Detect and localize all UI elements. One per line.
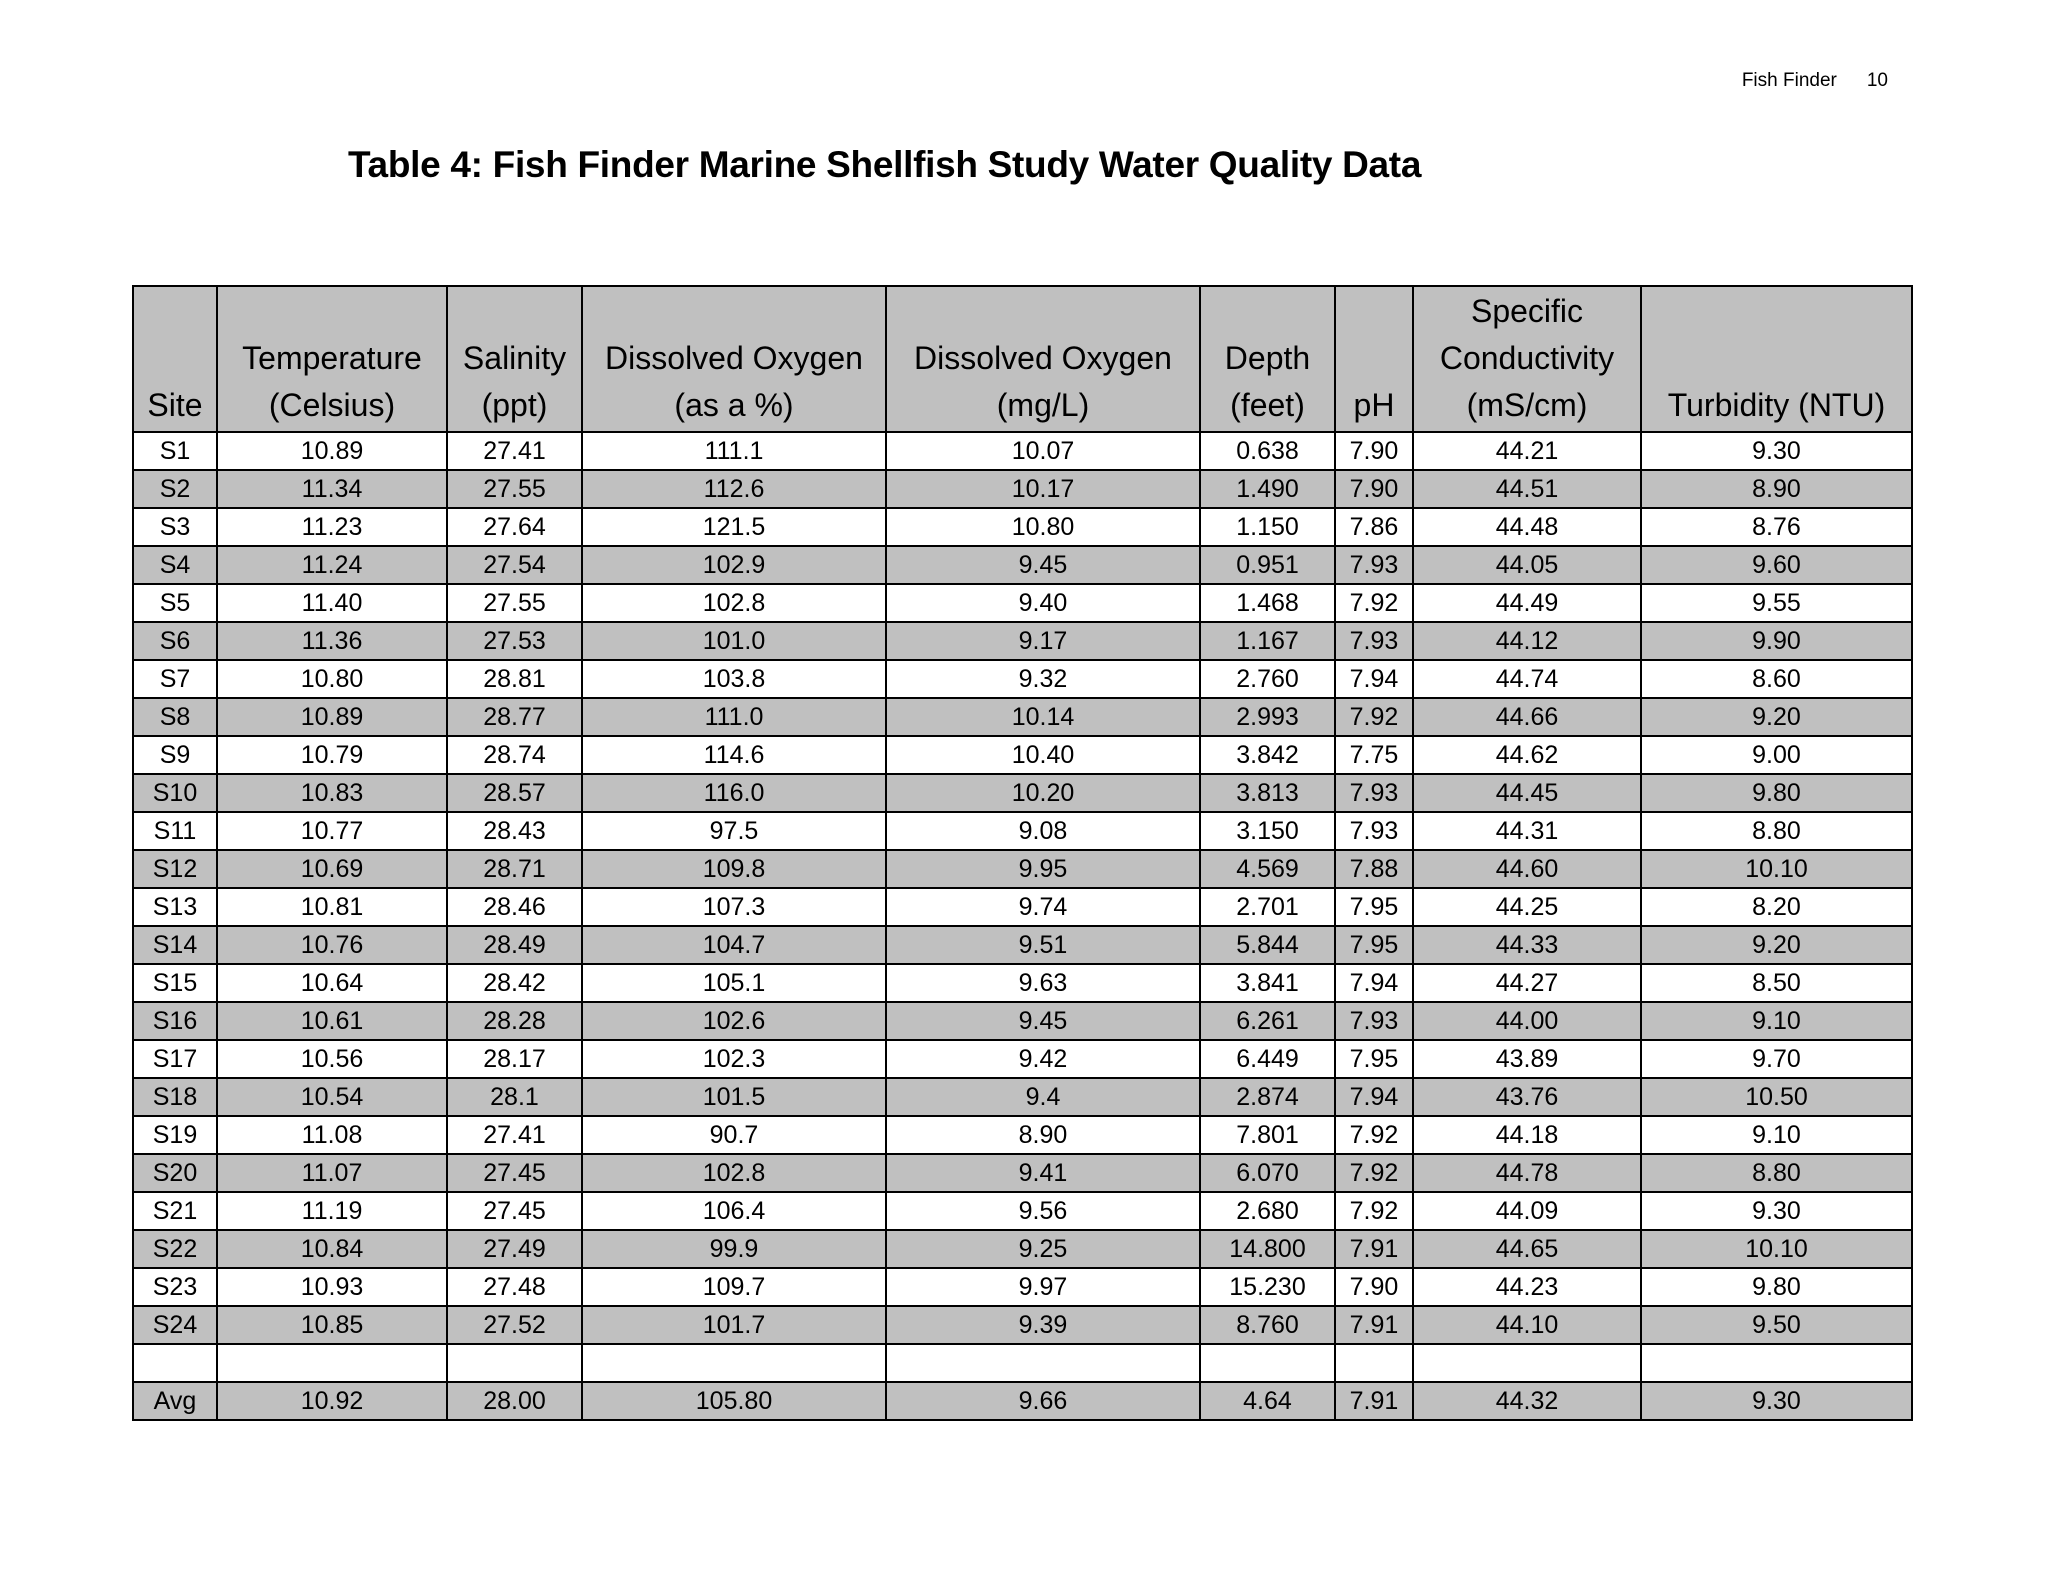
value-cell: 7.91: [1335, 1230, 1413, 1268]
value-cell: 7.95: [1335, 926, 1413, 964]
value-cell: 43.89: [1413, 1040, 1641, 1078]
value-cell: 8.50: [1641, 964, 1912, 1002]
site-cell: [133, 1344, 217, 1382]
value-cell: 7.91: [1335, 1382, 1413, 1420]
value-cell: 8.90: [886, 1116, 1200, 1154]
value-cell: 10.07: [886, 432, 1200, 470]
value-cell: 7.93: [1335, 546, 1413, 584]
value-cell: 10.69: [217, 850, 447, 888]
value-cell: 44.21: [1413, 432, 1641, 470]
table-row: [133, 1040, 1912, 1078]
value-cell: 7.92: [1335, 584, 1413, 622]
value-cell: 11.40: [217, 584, 447, 622]
table-row: [133, 546, 1912, 584]
table-row: [133, 432, 1912, 470]
value-cell: 3.842: [1200, 736, 1335, 774]
value-cell: 3.813: [1200, 774, 1335, 812]
table-row: [133, 1306, 1912, 1344]
value-cell: 11.24: [217, 546, 447, 584]
value-cell: 10.54: [217, 1078, 447, 1116]
value-cell: 7.93: [1335, 622, 1413, 660]
value-cell: 44.45: [1413, 774, 1641, 812]
column-header-line: Specific: [1470, 293, 1584, 329]
site-cell: S24: [133, 1306, 217, 1344]
value-cell: 10.20: [886, 774, 1200, 812]
table-row: [133, 470, 1912, 508]
value-cell: 44.12: [1413, 622, 1641, 660]
value-cell: 10.40: [886, 736, 1200, 774]
column-header-line: (mg/L): [996, 387, 1090, 423]
value-cell: 44.23: [1413, 1268, 1641, 1306]
value-cell: 10.81: [217, 888, 447, 926]
value-cell: 102.9: [582, 546, 886, 584]
value-cell: 9.10: [1641, 1116, 1912, 1154]
value-cell: 11.23: [217, 508, 447, 546]
site-cell: S7: [133, 660, 217, 698]
table-row: [133, 1078, 1912, 1116]
value-cell: 6.449: [1200, 1040, 1335, 1078]
value-cell: 10.85: [217, 1306, 447, 1344]
site-cell: S12: [133, 850, 217, 888]
site-cell: S1: [133, 432, 217, 470]
value-cell: 44.18: [1413, 1116, 1641, 1154]
table-row: [133, 1230, 1912, 1268]
value-cell: [1335, 1344, 1413, 1382]
average-row: [133, 1382, 1912, 1420]
value-cell: 9.45: [886, 1002, 1200, 1040]
table-row: [133, 698, 1912, 736]
value-cell: 9.30: [1641, 432, 1912, 470]
value-cell: 44.49: [1413, 584, 1641, 622]
value-cell: 102.8: [582, 584, 886, 622]
value-cell: 27.52: [447, 1306, 582, 1344]
value-cell: 10.89: [217, 698, 447, 736]
site-cell: S9: [133, 736, 217, 774]
value-cell: 9.10: [1641, 1002, 1912, 1040]
column-header-line: (feet): [1230, 387, 1305, 423]
value-cell: 9.51: [886, 926, 1200, 964]
value-cell: 2.680: [1200, 1192, 1335, 1230]
value-cell: 43.76: [1413, 1078, 1641, 1116]
site-cell: S4: [133, 546, 217, 584]
value-cell: 7.92: [1335, 1192, 1413, 1230]
site-cell: S14: [133, 926, 217, 964]
value-cell: 0.638: [1200, 432, 1335, 470]
value-cell: 9.08: [886, 812, 1200, 850]
value-cell: 44.00: [1413, 1002, 1641, 1040]
value-cell: 7.95: [1335, 1040, 1413, 1078]
value-cell: 9.95: [886, 850, 1200, 888]
value-cell: 28.1: [447, 1078, 582, 1116]
value-cell: 112.6: [582, 470, 886, 508]
value-cell: 9.42: [886, 1040, 1200, 1078]
value-cell: 28.00: [447, 1382, 582, 1420]
value-cell: [1200, 1344, 1335, 1382]
value-cell: 9.97: [886, 1268, 1200, 1306]
value-cell: 10.80: [217, 660, 447, 698]
table-row: [133, 1002, 1912, 1040]
value-cell: 27.64: [447, 508, 582, 546]
value-cell: [1641, 1344, 1912, 1382]
table-row: [133, 888, 1912, 926]
value-cell: 102.6: [582, 1002, 886, 1040]
value-cell: 44.05: [1413, 546, 1641, 584]
value-cell: 44.48: [1413, 508, 1641, 546]
value-cell: 8.90: [1641, 470, 1912, 508]
value-cell: 8.80: [1641, 1154, 1912, 1192]
water-quality-table: [132, 285, 1913, 1421]
column-header-line: Conductivity: [1439, 340, 1615, 376]
value-cell: 105.80: [582, 1382, 886, 1420]
column-header-line: Depth: [1224, 340, 1311, 376]
table-row: [133, 774, 1912, 812]
value-cell: 8.60: [1641, 660, 1912, 698]
column-header-line: (Celsius): [268, 387, 396, 423]
column-header: [1413, 286, 1641, 432]
value-cell: 7.92: [1335, 1154, 1413, 1192]
value-cell: 7.90: [1335, 470, 1413, 508]
value-cell: 27.41: [447, 432, 582, 470]
value-cell: 3.150: [1200, 812, 1335, 850]
value-cell: 28.81: [447, 660, 582, 698]
value-cell: 11.08: [217, 1116, 447, 1154]
value-cell: 44.66: [1413, 698, 1641, 736]
site-cell: S17: [133, 1040, 217, 1078]
value-cell: 7.92: [1335, 1116, 1413, 1154]
value-cell: 9.70: [1641, 1040, 1912, 1078]
site-cell: S18: [133, 1078, 217, 1116]
value-cell: 7.94: [1335, 964, 1413, 1002]
value-cell: 9.63: [886, 964, 1200, 1002]
value-cell: 11.36: [217, 622, 447, 660]
table-row: [133, 508, 1912, 546]
value-cell: 10.89: [217, 432, 447, 470]
value-cell: 1.150: [1200, 508, 1335, 546]
value-cell: 9.55: [1641, 584, 1912, 622]
column-header: [886, 286, 1200, 432]
value-cell: 28.57: [447, 774, 582, 812]
value-cell: 10.80: [886, 508, 1200, 546]
column-header-line: Salinity: [462, 340, 567, 376]
value-cell: 106.4: [582, 1192, 886, 1230]
value-cell: 9.80: [1641, 1268, 1912, 1306]
value-cell: 8.76: [1641, 508, 1912, 546]
value-cell: 7.75: [1335, 736, 1413, 774]
value-cell: 11.34: [217, 470, 447, 508]
page-number: 10: [1866, 70, 1888, 91]
column-header: [582, 286, 886, 432]
value-cell: 9.39: [886, 1306, 1200, 1344]
table-row: [133, 622, 1912, 660]
value-cell: 7.801: [1200, 1116, 1335, 1154]
table-header-row: [133, 286, 1912, 432]
table-body: [133, 432, 1912, 1420]
column-header: [1200, 286, 1335, 432]
value-cell: 27.55: [447, 470, 582, 508]
value-cell: 28.17: [447, 1040, 582, 1078]
value-cell: 2.874: [1200, 1078, 1335, 1116]
value-cell: 101.7: [582, 1306, 886, 1344]
value-cell: 44.51: [1413, 470, 1641, 508]
value-cell: 9.74: [886, 888, 1200, 926]
value-cell: 10.10: [1641, 850, 1912, 888]
value-cell: 9.56: [886, 1192, 1200, 1230]
table-row: [133, 1192, 1912, 1230]
value-cell: 27.54: [447, 546, 582, 584]
value-cell: 28.46: [447, 888, 582, 926]
value-cell: 1.468: [1200, 584, 1335, 622]
table-row: [133, 850, 1912, 888]
value-cell: 102.3: [582, 1040, 886, 1078]
value-cell: 44.62: [1413, 736, 1641, 774]
value-cell: 8.20: [1641, 888, 1912, 926]
value-cell: 44.27: [1413, 964, 1641, 1002]
value-cell: 44.33: [1413, 926, 1641, 964]
value-cell: 121.5: [582, 508, 886, 546]
value-cell: 107.3: [582, 888, 886, 926]
value-cell: 105.1: [582, 964, 886, 1002]
value-cell: 27.55: [447, 584, 582, 622]
site-cell: S15: [133, 964, 217, 1002]
value-cell: 28.74: [447, 736, 582, 774]
value-cell: 44.60: [1413, 850, 1641, 888]
value-cell: 28.43: [447, 812, 582, 850]
site-cell: S6: [133, 622, 217, 660]
site-cell: S2: [133, 470, 217, 508]
value-cell: 99.9: [582, 1230, 886, 1268]
column-header-line: (ppt): [481, 387, 548, 423]
value-cell: 1.167: [1200, 622, 1335, 660]
value-cell: 7.93: [1335, 1002, 1413, 1040]
value-cell: 10.77: [217, 812, 447, 850]
value-cell: [1413, 1344, 1641, 1382]
table-row: [133, 926, 1912, 964]
value-cell: 10.61: [217, 1002, 447, 1040]
value-cell: 9.20: [1641, 926, 1912, 964]
value-cell: 2.760: [1200, 660, 1335, 698]
value-cell: 103.8: [582, 660, 886, 698]
value-cell: [886, 1344, 1200, 1382]
column-header: [133, 286, 217, 432]
value-cell: 0.951: [1200, 546, 1335, 584]
value-cell: 10.93: [217, 1268, 447, 1306]
value-cell: 44.74: [1413, 660, 1641, 698]
value-cell: 28.28: [447, 1002, 582, 1040]
value-cell: 7.90: [1335, 1268, 1413, 1306]
blank-row: [133, 1344, 1912, 1382]
column-header-line: Temperature: [242, 340, 422, 376]
value-cell: 7.93: [1335, 812, 1413, 850]
value-cell: 9.66: [886, 1382, 1200, 1420]
value-cell: 9.00: [1641, 736, 1912, 774]
column-header-line: Site: [147, 387, 203, 423]
table-row: [133, 964, 1912, 1002]
value-cell: 10.17: [886, 470, 1200, 508]
value-cell: 27.53: [447, 622, 582, 660]
value-cell: 111.0: [582, 698, 886, 736]
value-cell: 15.230: [1200, 1268, 1335, 1306]
value-cell: 9.60: [1641, 546, 1912, 584]
value-cell: 9.50: [1641, 1306, 1912, 1344]
column-header: [447, 286, 582, 432]
site-cell: S21: [133, 1192, 217, 1230]
site-cell: S19: [133, 1116, 217, 1154]
column-header-line: Dissolved Oxygen: [605, 340, 863, 376]
value-cell: 44.32: [1413, 1382, 1641, 1420]
value-cell: 2.993: [1200, 698, 1335, 736]
table-row: [133, 812, 1912, 850]
value-cell: 9.40: [886, 584, 1200, 622]
site-cell: S3: [133, 508, 217, 546]
site-cell: S8: [133, 698, 217, 736]
value-cell: 44.25: [1413, 888, 1641, 926]
value-cell: 4.569: [1200, 850, 1335, 888]
value-cell: 90.7: [582, 1116, 886, 1154]
site-cell: S23: [133, 1268, 217, 1306]
table-row: [133, 584, 1912, 622]
value-cell: 97.5: [582, 812, 886, 850]
column-header-line: pH: [1353, 387, 1395, 423]
value-cell: 10.50: [1641, 1078, 1912, 1116]
value-cell: 8.80: [1641, 812, 1912, 850]
value-cell: 9.20: [1641, 698, 1912, 736]
site-cell: S5: [133, 584, 217, 622]
value-cell: 28.77: [447, 698, 582, 736]
value-cell: 10.84: [217, 1230, 447, 1268]
value-cell: 14.800: [1200, 1230, 1335, 1268]
value-cell: 9.4: [886, 1078, 1200, 1116]
value-cell: 1.490: [1200, 470, 1335, 508]
value-cell: 9.32: [886, 660, 1200, 698]
value-cell: 7.90: [1335, 432, 1413, 470]
value-cell: 28.71: [447, 850, 582, 888]
value-cell: 10.76: [217, 926, 447, 964]
value-cell: 27.41: [447, 1116, 582, 1154]
value-cell: 10.64: [217, 964, 447, 1002]
column-header-line: Turbidity (NTU): [1667, 387, 1886, 423]
value-cell: 44.65: [1413, 1230, 1641, 1268]
table-row: [133, 1268, 1912, 1306]
value-cell: 44.31: [1413, 812, 1641, 850]
value-cell: 44.10: [1413, 1306, 1641, 1344]
value-cell: 27.49: [447, 1230, 582, 1268]
table-title: Table 4: Fish Finder Marine Shellfish Study Water Quality Data: [348, 144, 1422, 185]
table-row: [133, 736, 1912, 774]
value-cell: 10.92: [217, 1382, 447, 1420]
column-header: [217, 286, 447, 432]
site-cell: S10: [133, 774, 217, 812]
value-cell: 6.070: [1200, 1154, 1335, 1192]
value-cell: 7.93: [1335, 774, 1413, 812]
value-cell: 101.5: [582, 1078, 886, 1116]
value-cell: 10.79: [217, 736, 447, 774]
value-cell: 44.09: [1413, 1192, 1641, 1230]
running-header: [1742, 70, 1888, 92]
value-cell: [217, 1344, 447, 1382]
site-cell: S22: [133, 1230, 217, 1268]
value-cell: 109.7: [582, 1268, 886, 1306]
value-cell: 27.48: [447, 1268, 582, 1306]
value-cell: 9.30: [1641, 1382, 1912, 1420]
value-cell: 10.14: [886, 698, 1200, 736]
value-cell: 10.10: [1641, 1230, 1912, 1268]
value-cell: 109.8: [582, 850, 886, 888]
value-cell: 111.1: [582, 432, 886, 470]
value-cell: 10.83: [217, 774, 447, 812]
site-cell: S16: [133, 1002, 217, 1040]
column-header-line: (mS/cm): [1466, 387, 1588, 423]
value-cell: 116.0: [582, 774, 886, 812]
value-cell: 9.25: [886, 1230, 1200, 1268]
value-cell: 27.45: [447, 1192, 582, 1230]
value-cell: 6.261: [1200, 1002, 1335, 1040]
value-cell: [447, 1344, 582, 1382]
value-cell: 8.760: [1200, 1306, 1335, 1344]
value-cell: 3.841: [1200, 964, 1335, 1002]
site-cell: S13: [133, 888, 217, 926]
value-cell: 2.701: [1200, 888, 1335, 926]
value-cell: [582, 1344, 886, 1382]
column-header-line: Dissolved Oxygen: [914, 340, 1172, 376]
value-cell: 27.45: [447, 1154, 582, 1192]
column-header: [1641, 286, 1912, 432]
value-cell: 9.80: [1641, 774, 1912, 812]
value-cell: 7.95: [1335, 888, 1413, 926]
value-cell: 7.92: [1335, 698, 1413, 736]
value-cell: 7.94: [1335, 1078, 1413, 1116]
value-cell: 4.64: [1200, 1382, 1335, 1420]
table-row: [133, 660, 1912, 698]
table-row: [133, 1116, 1912, 1154]
column-header: [1335, 286, 1413, 432]
value-cell: 44.78: [1413, 1154, 1641, 1192]
value-cell: 9.90: [1641, 622, 1912, 660]
value-cell: 28.42: [447, 964, 582, 1002]
value-cell: 5.844: [1200, 926, 1335, 964]
table-row: [133, 1154, 1912, 1192]
value-cell: 11.19: [217, 1192, 447, 1230]
value-cell: 102.8: [582, 1154, 886, 1192]
column-header-line: (as a %): [674, 387, 794, 423]
site-cell: S11: [133, 812, 217, 850]
running-header-doc-name: Fish Finder: [1741, 70, 1837, 91]
value-cell: 11.07: [217, 1154, 447, 1192]
value-cell: 28.49: [447, 926, 582, 964]
site-cell: S20: [133, 1154, 217, 1192]
value-cell: 9.41: [886, 1154, 1200, 1192]
value-cell: 114.6: [582, 736, 886, 774]
value-cell: 9.45: [886, 546, 1200, 584]
value-cell: 9.30: [1641, 1192, 1912, 1230]
value-cell: 7.86: [1335, 508, 1413, 546]
value-cell: 7.88: [1335, 850, 1413, 888]
value-cell: 7.94: [1335, 660, 1413, 698]
value-cell: 101.0: [582, 622, 886, 660]
value-cell: 10.56: [217, 1040, 447, 1078]
value-cell: 9.17: [886, 622, 1200, 660]
value-cell: 104.7: [582, 926, 886, 964]
value-cell: 7.91: [1335, 1306, 1413, 1344]
site-cell: Avg: [133, 1382, 217, 1420]
